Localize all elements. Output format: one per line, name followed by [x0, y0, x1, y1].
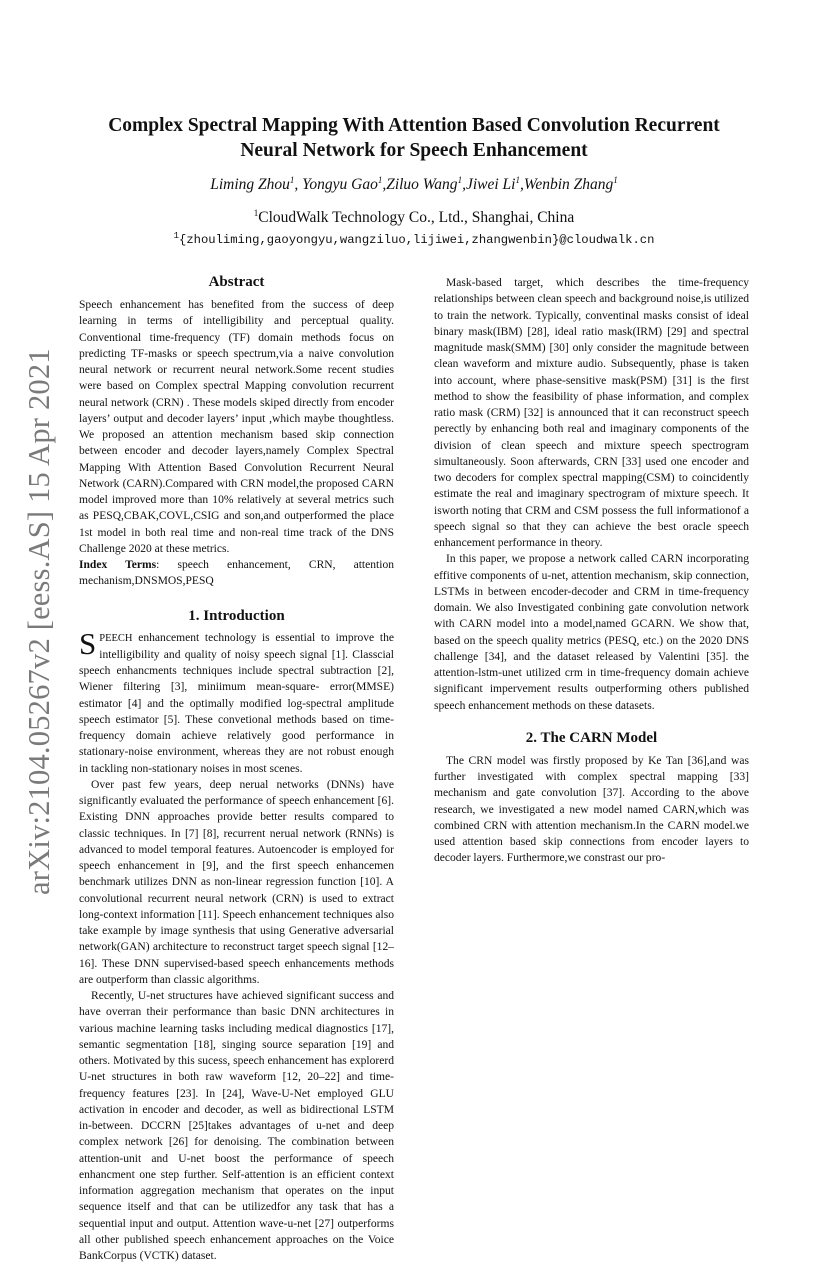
author-affiliation-mark: 1 — [515, 174, 520, 185]
affiliation — [60, 209, 768, 227]
abstract-heading: Abstract — [208, 274, 265, 290]
author-emails — [60, 230, 768, 247]
carn-paragraph-1: The CRN model was firstly proposed by Ke Tan [36],and was further investigated with complex spectral mapping [33] mechanism and gate convolution [37]. According to the above research, we investigated a new model named CARN,which was combined CRN with attention mechanism.In the CARN model.we used attention based skip connections from encoder layers to decoder layers. Furthermore,we constrast our pro- — [434, 754, 749, 865]
title-line-1: Complex Spectral Mapping With Attention Based Convolution Recurrent — [108, 115, 720, 136]
intro-paragraph-1 — [79, 625, 394, 777]
author-affiliation-mark: 1 — [613, 174, 618, 185]
author-affiliation-mark: 1 — [377, 174, 383, 185]
author-separator: , — [382, 176, 387, 193]
affiliation-mark: 1 — [253, 207, 259, 218]
author-name: Ziluo Wang — [386, 176, 458, 193]
introduction-heading: 1. Introduction — [188, 607, 285, 624]
author-separator: , — [462, 176, 466, 193]
index-terms — [79, 557, 394, 590]
title-line-2: Neural Network for Speech Enhancement — [240, 140, 588, 161]
right-column — [434, 275, 749, 867]
arxiv-identifier[interactable]: arXiv:2104.05267v2 [eess.AS] 15 Apr 2021 — [22, 348, 56, 895]
intro-paragraph-2: Over past few years, deep nerual networks (DNNs) have significantly evaluated the performance of speech enhancement [6]. Existing DNN approaches provide better results compared to classic techniques. In [7] [8], recurrent nerual network (RNNs) is advanced to model temporal features. Autoencoder is employed for speech enhancement in [9], and the first speech enhancemen benchmark utilizes DNN as non-linear regression function [10]. A convolutional recurrent neural network (CRN) is used to extract long-context information [11]. Speech enhancement techniques also take example by image synthesis that using Generative adversarial network(GAN) architecture to reconstruct target speech signal [12–16]. These DNN supervised-based speech enhancements methods are outperform than classic algorithms. — [79, 778, 394, 986]
intro-paragraph-1-text: enhancement technology is essential to improve the intelligibility and quality of noisy speech signal [1]. Classcial speech enhancments techniques include spectral subtraction [2], Wiener filtering [3], miniimum mean-square- error(MMSE) estimator [4] and the optimally modified log-spectral amplitude speech estimator [5]. These convetional methods based on time-frequency domain achieve relatively good performance in stationary-noise environment, whereas they are not robust enough in tackling non-stationary noises in most scenes. — [79, 631, 394, 775]
author-separator: , — [519, 176, 524, 193]
intro-paragraph-3: Recently, U-net structures have achieved significant success and have overran their performance than basic DNN architectures in various machine learning tasks including medical diagnostics [17], semantic segmentation [18], singing source separation [19] and others. Motivated by this sucess, speech enhancement has explorerd U-net structures in both raw waveform [12, 20–22] and time-frequency features [23]. In [24], Wave-U-Net employed GLU activation in encoder and decoder, as well as bidirectional LSTM in-between. DCCRN [25]takes advantages of u-net and deep complex network [26] for denoising. The combination between attention-unit and U-net boost the performance of speech enhancment one step further. Self-attention is an efficient context information aggregation mechanism that operates on the input sequence itself and that can be utilizedfor any task that has a sequential input and output. Attention wave-u-net [27] outperforms all other published speech enhancement approaches on the Voice BankCorpus (VCTK) dataset. — [79, 990, 394, 1262]
author-affiliation-mark: 1 — [289, 174, 295, 185]
carn-model-heading: 2. The CARN Model — [525, 729, 658, 746]
index-terms-text: : speech enhancement, CRN, attention mechanism,DNSMOS,PESQ — [79, 559, 395, 588]
intro-paragraph-4: Mask-based target, which describes the time-frequency relationships between clean speech and background noise,is utilized to train the network. Typically, conventinal masks consist of ideal binary mask(IBM) [28], ideal ratio mask(IRM) [29] and spectral magnitude mask(SMM) [30] only consider the magnitude between clean waveform and mixture audio. Subsequently, phase is taken into account, where phase-sensitive mask(PSM) [31] is the first method to show the feasibility of phase information, and complex ratio mask (CRM) [32] is announced that it can reconstruct speech perectly by enhancing both real and imaginary components of the division of clean speech and mixture speech spectrogram simultaneously. Soon afterwards, CRN [33] used one encoder and two decoders for complex spectral mapping(CSM) to coincidently estimate the real and imaginary spectrogram of mixture speech. It isworth noting that CRM and CSM possess the full informationof a speech signal so that they can achieve the best oracle speech enhancement performance in theory. — [434, 277, 749, 549]
author-name: Jiwei Li — [465, 176, 516, 193]
paper-title — [60, 113, 768, 163]
author-affiliation-mark: 1 — [457, 174, 463, 185]
author-name: Yongyu Gao — [302, 176, 378, 193]
affiliation-text: CloudWalk Technology Co., Ltd., Shanghai, China — [258, 209, 575, 226]
author-name: Liming Zhou — [210, 176, 290, 193]
email-mark: 1 — [173, 230, 179, 241]
author-list — [60, 176, 768, 194]
left-column — [79, 273, 394, 1264]
author-separator: , — [294, 176, 303, 193]
intro-paragraph-5: In this paper, we propose a network called CARN incorporating effitive components of u-net, attention mechanism, skip connection, LSTMs in between encoder-decoder and CRM in time-frequency domain. We also Investigated conbining gate convolution network with CARN model into a model,named GCARN. We show that, based on the speech quality metrics (PESQ, etc.) on the 2020 DNS challenge [34], and the dataset released by Valentini [35]. the attention-lstm-unet utilized crm in time-frequency domain achieve significant impervement results outperforming others published speech enhancement methods on these datasets. — [434, 553, 749, 712]
drop-cap: S — [79, 625, 97, 661]
abstract-text: Speech enhancement has benefited from the success of deep learning in terms of intelligibility and perceptual quality. Conventional time-frequency (TF) domain methods focus on predicting TF-masks or speech spectrum,via a naive convolution neural network or recurrent neural network.Some recent studies were based on Complex spectral Mapping convolution recurrent neural network (CRN) . These models skiped directly from encoder layers’ output and decoder layers’ input ,which maybe thoughtless. We proposed an attention mechanism based skip connection between encoder and decoder layers,namely Complex Spectral Mapping With Attention Based Convolution Recurrent Neural Network (CARN).Compared with CRN model,the proposed CARN model improved more than 10% relatively at several metrics such as PESQ,CBAK,COVL,CSIG and son,and outperformed the place 1st model in both real time and non-real time track of the DNS Challenge 2020 at these metrics. — [79, 299, 394, 555]
index-terms-label: Index Terms — [79, 559, 157, 571]
email-text: {zhouliming,gaoyongyu,wangziluo,lijiwei,zhangwenbin}@cloudwalk.cn — [179, 233, 655, 247]
author-name: Wenbin Zhang — [523, 176, 614, 193]
small-caps-word: PEECH — [99, 632, 133, 644]
